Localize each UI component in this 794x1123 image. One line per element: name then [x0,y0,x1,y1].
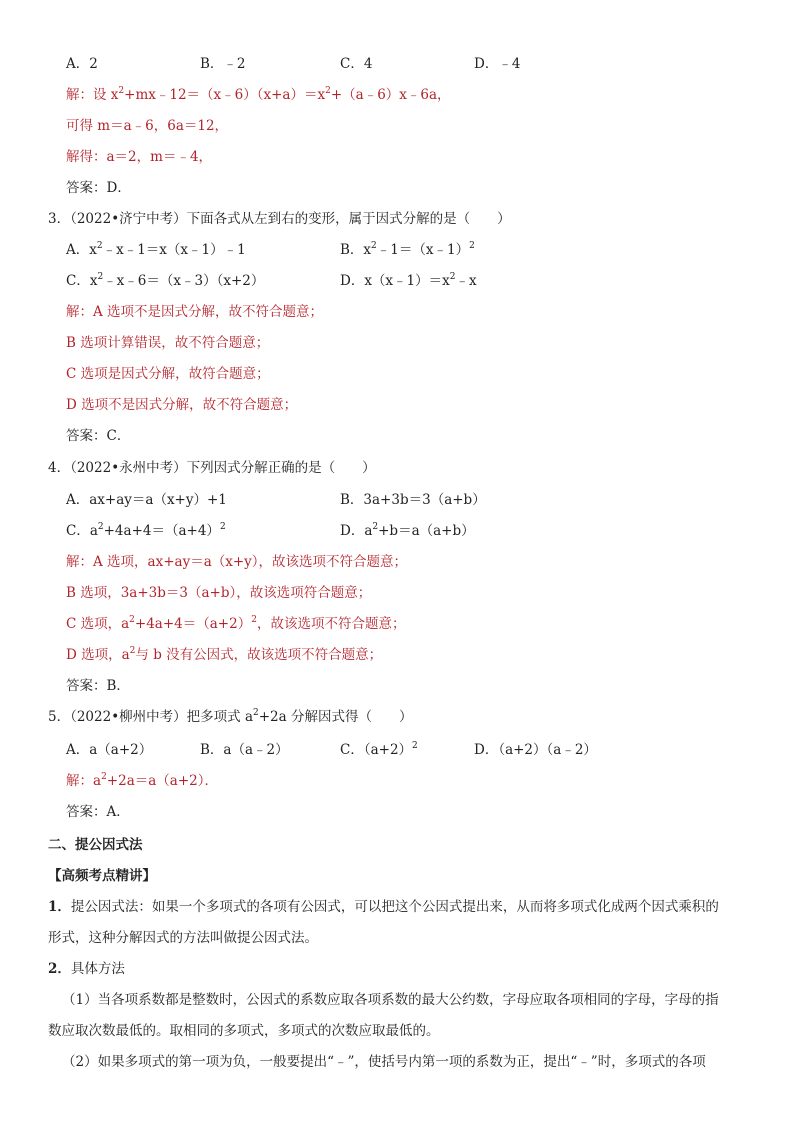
q5-option-a: A．a（a+2） [66,742,153,758]
q5-stem: 5．（2022•柳州中考）把多项式 $a^2+2a$ 分解因式得（ ） [48,708,413,725]
q3-solution-line-4: D 选项不是因式分解，故不符合题意； [66,397,298,413]
q3-stem: 3．（2022•济宁中考）下面各式从左到右的变形，属于因式分解的是（ ） [48,211,511,227]
q5-option-d: D．（a+2）（a﹣2） [474,742,597,758]
q3-solution-line-3: C 选项是因式分解，故符合题意； [66,366,270,382]
q4-stem: 4．（2022•永州中考）下列因式分解正确的是（ ） [48,460,376,476]
q3-option-d: D．$x(x﹣1)=x^2﹣x$ [340,272,477,289]
q2-solution-line-3: 解得：a＝2，m＝﹣4， [66,149,213,165]
q2-option-b: B．﹣2 [200,56,246,72]
q2-answer: 答案：D． [66,180,131,196]
section-heading: 二、提公因式法 [48,837,143,853]
q2-solution-line-2: 可得 m＝a﹣6，6a＝12， [66,118,229,134]
q2-option-c: C．4 [340,56,373,72]
q4-option-c: C．$a^2+4a+4=(a+4)^2$ [66,522,226,539]
q4-answer: 答案：B． [66,678,130,694]
q3-option-c: C．$x^2﹣x﹣6=(x﹣3)(x+2)$ [66,272,265,289]
section-paragraph-3-line-1: （1）当各项系数都是整数时，公因式的系数应取各项系数的最大公约数，字母应取各项相同的字母，字母的指 [62,992,719,1008]
q3-answer: 答案：C． [66,428,131,444]
q3-option-b: B．$x^2﹣1=(x﹣1)^2$ [340,241,475,258]
q3-solution-line-2: B 选项计算错误，故不符合题意； [66,335,270,351]
q3-solution-line-1: 解：A 选项不是因式分解，故不符合题意； [66,304,324,320]
q2-solution-line-1: 解：设 $x^2+mx﹣12=(x﹣6)(x+a)=x^2+(a﹣6)x﹣6a$， [66,86,451,103]
section-paragraph-1-line-1: 1．提公因式法：如果一个多项式的各项有公因式，可以把这个公因式提出来，从而将多项式化成两个因式乘积的 [48,899,719,915]
section-paragraph-4-line-1: （2）如果多项式的第一项为负，一般要提出“﹣”，使括号内第一项的系数为正，提出“﹣”时，多项式的各项 [62,1054,706,1070]
q4-solution-line-3: C 选项，$a^2+4a+4=(a+2)^2$，故该选项不符合题意； [66,615,406,632]
q3-option-a: A．$x^2﹣x﹣1=x(x﹣1)﹣1$ [66,241,246,258]
q4-solution-line-4: D 选项，$a^2$与 b 没有公因式，故该选项不符合题意； [66,646,383,663]
section-paragraph-2: 2．具体方法 [48,961,125,977]
q5-answer: 答案：A． [66,804,130,820]
q4-solution-line-2: B 选项，3a+3b＝3（a+b），故该选项符合题意； [66,585,372,601]
q4-option-b: B．3a+3b＝3（a+b） [340,492,486,508]
q2-option-a: A．2 [66,56,98,72]
q4-option-a: A．ax+ay＝a（x+y）+1 [66,492,227,508]
q5-option-b: B．a（a﹣2） [200,742,289,758]
section-subheading: 【高频考点精讲】 [48,868,156,884]
q4-solution-line-1: 解：A 选项，ax+ay＝a（x+y），故该选项不符合题意； [66,554,408,570]
section-paragraph-1-line-2: 形式，这种分解因式的方法叫做提公因式法。 [48,930,318,946]
q4-option-d: D．$a^2+b=a(a+b)$ [340,522,475,539]
section-paragraph-3-line-2: 数应取次数最低的。取相同的多项式，多项式的次数应取最低的。 [48,1023,440,1039]
q2-option-d: D．﹣4 [474,56,521,72]
q5-solution: 解：$a^2+2a=a(a+2)$． [66,772,218,789]
q5-option-c: C．$(a+2)^2$ [340,741,418,758]
